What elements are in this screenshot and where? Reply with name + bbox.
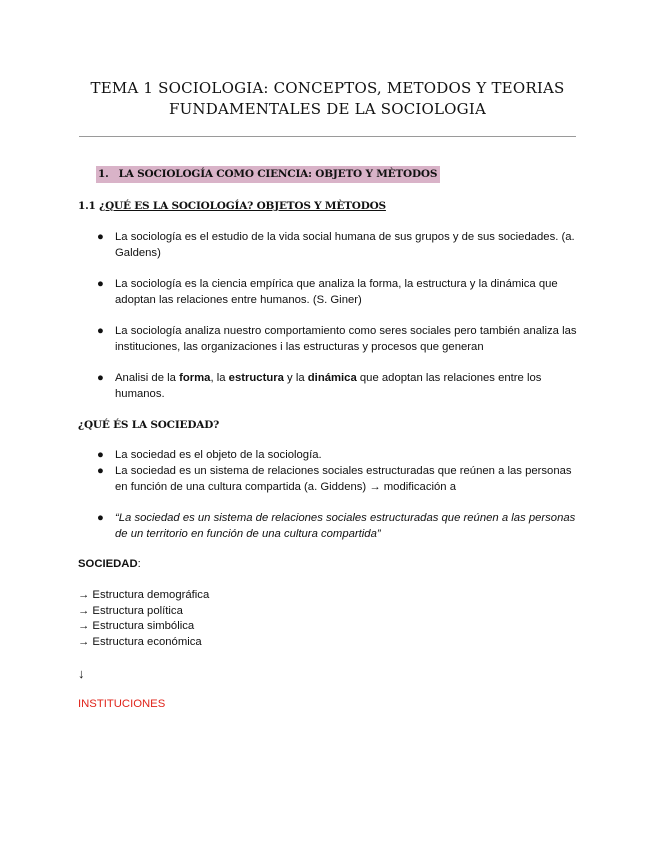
bold-dinamica: dinámica — [307, 372, 357, 384]
bullet-icon: ● — [97, 449, 104, 461]
section-heading — [96, 166, 440, 183]
bullet-icon: ● — [97, 325, 104, 337]
section-title: LA SOCIOLOGÍA COMO CIENCIA: OBJETO Y MÈTODOS — [118, 168, 438, 180]
list-item-text: La sociología es el estudio de la vida social humana de sus grupos y de sus sociedades. (a. Galdens) — [115, 231, 575, 259]
document-title — [70, 78, 585, 120]
bullet-icon: ● — [97, 231, 104, 243]
society-definitions-list — [97, 447, 582, 542]
list-item — [97, 370, 582, 402]
horizontal-rule — [79, 136, 576, 137]
text-run: y la — [283, 372, 308, 384]
subsection-1-prefix: 1.1 — [78, 200, 100, 212]
subsection-heading-1 — [78, 199, 386, 213]
list-item-text — [115, 372, 541, 400]
subsection-heading-2 — [78, 418, 219, 432]
list-item-text: La sociología es la ciencia empírica que analiza la forma, la estructura y la dinámica que adoptan las relaciones entre humanos. (S. Giner) — [115, 278, 558, 306]
subsection-2-title: ¿QUÉ ÉS LA SOCIEDAD? — [78, 419, 220, 431]
title-line-1: TEMA 1 SOCIOLOGIA: CONCEPTOS, METODOS Y TEORIAS — [90, 79, 565, 97]
bullet-icon: ● — [97, 512, 104, 524]
list-item — [97, 463, 582, 495]
sociology-definitions-list — [97, 229, 582, 402]
bullet-icon: ● — [97, 372, 104, 384]
section-number: 1. — [98, 168, 109, 180]
text-run: que adoptan las relaciones entre los humanos. — [115, 372, 542, 400]
bullet-icon: ● — [97, 278, 104, 290]
text-run: , la — [210, 372, 229, 384]
sociedad-colon: : — [137, 558, 141, 570]
list-item — [97, 229, 582, 261]
structure-item-demografica: → Estructura demográfica — [78, 589, 210, 601]
sociedad-label: SOCIEDAD — [78, 558, 138, 570]
text-run: Analisi de la — [115, 372, 180, 384]
list-item — [97, 323, 582, 355]
instituciones-label: INSTITUCIONES — [78, 698, 166, 710]
list-item — [97, 447, 582, 463]
bullet-icon: ● — [97, 465, 104, 477]
list-item-text: La sociedad es el objeto de la sociología. — [115, 449, 322, 461]
structure-item-economica: → Estructura económica — [78, 635, 202, 648]
society-quote: “La sociedad es un sistema de relaciones sociales estructuradas que reúnen a las personas de un territorio en función de una cultura compartida” — [115, 512, 576, 540]
list-item-text: La sociedad es un sistema de relaciones sociales estructuradas que reúnen a las personas en función de una cultura compartida (a. Giddens) → modificación a — [115, 465, 572, 493]
structure-item-simbolica: → Estructura simbólica — [78, 620, 195, 632]
title-line-2: FUNDAMENTALES DE LA SOCIOLOGIA — [168, 100, 486, 118]
bold-forma: forma — [179, 372, 211, 384]
structure-item-politica: → Estructura política — [78, 604, 183, 617]
list-item — [97, 510, 582, 542]
down-arrow-icon: ↓ — [78, 666, 85, 681]
list-item — [97, 276, 582, 308]
subsection-1-title: ¿QUÉ ES LA SOCIOLOGÍA? OBJETOS Y MÈTODOS — [99, 200, 386, 212]
list-item-text: La sociología analiza nuestro comportamiento como seres sociales pero también analiza las instituciones, las organizaciones i las estructuras y procesos que generan — [115, 325, 577, 353]
sociedad-label-line — [78, 557, 141, 573]
bold-estructura: estructura — [228, 372, 284, 384]
